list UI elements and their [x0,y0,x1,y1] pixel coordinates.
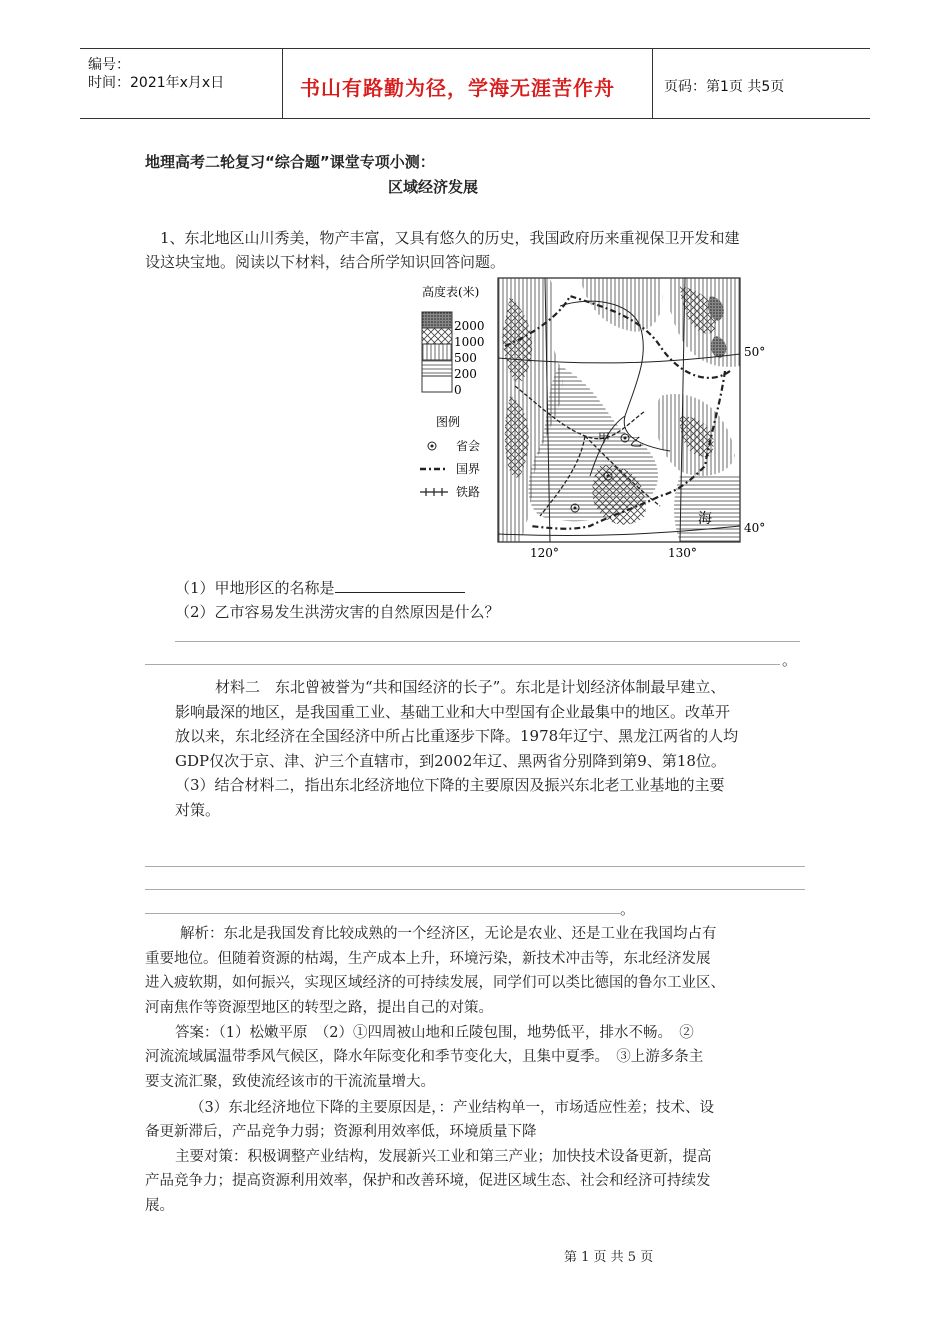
answer-line-2[interactable] [145,664,780,665]
legend-capital-label: 省会 [456,439,481,453]
answer-l8: 展。 [145,1198,174,1214]
lat-label-50: 50° [744,345,766,359]
map-svg [410,276,780,566]
elev-swatch-1000 [422,328,452,344]
material2-line3: 放以来，东北经济在全国经济中所占比重逐步下降。1978年辽宁、黑龙江两省的人均 [175,727,739,745]
analysis-l3: 进入疲软期，如何振兴，实现区域经济的可持续发展，同学们可以类比德国的鲁尔工业区、 [145,975,725,991]
map-label-sea: 海 [698,511,712,527]
elev-swatch-500 [422,344,452,360]
elev-title: 高度表(米) [422,285,480,299]
lon-label-120: 120° [530,546,559,560]
answer-line-5-period: 。 [620,900,636,918]
map-label-yi: 乙 [630,435,643,449]
elev-label-0: 0 [454,383,462,397]
answer-l7: 产品竞争力；提高资源利用效率，保护和改善环境，促进区域生态、社会和经济可持续发 [145,1173,711,1189]
material2-line1: 材料二 东北曾被誉为“共和国经济的长子”。东北是计划经济体制最早建立、 [215,678,726,696]
title-line-1: 地理高考二轮复习“综合题”课堂专项小测： [145,153,435,171]
answer-line-5[interactable] [145,913,620,914]
analysis-l2: 重要地位。但随着资源的枯竭，生产成本上升，环境污染，新技术冲击等，东北经济发展 [145,951,711,967]
material2-line2: 影响最深的地区，是我国重工业、基础工业和大中型国有企业最集中的地区。改革开 [175,703,731,721]
page-info: 页码：第1页 共5页 [664,79,785,95]
legend-title: 图例 [436,415,461,429]
answer-line-4[interactable] [145,889,805,890]
elev-label-200: 200 [454,367,477,381]
q1-1-blank[interactable] [335,576,465,593]
date-text: 时间：2021年x月x日 [88,75,225,91]
q1-1-text: （1）甲地形区的名称是 [175,579,335,597]
q3-line1: （3）结合材料二，指出东北经济地位下降的主要原因及振兴东北老工业基地的主要 [175,776,725,794]
header-divider-right [652,48,653,118]
q1-intro-1: 1、东北地区山川秀美，物产丰富，又具有悠久的历史，我国政府历来重视保卫开发和建 [160,229,740,247]
answer-line-3[interactable] [145,866,805,867]
elev-label-2000: 2000 [454,319,485,333]
answer-l4: （3）东北经济地位下降的主要原因是，：产业结构单一，市场适应性差；技术、设 [190,1100,714,1116]
elev-swatch-0 [422,376,452,392]
answer-l2: 河流流域属温带季风气候区，降水年际变化和季节变化大，且集中夏季。 ③上游多条主 [145,1049,704,1065]
lon-label-130: 130° [668,546,697,560]
motto: 书山有路勤为径，学海无涯苦作舟 [300,76,615,100]
analysis-l1: 解析：东北是我国发育比较成熟的一个经济区，无论是农业、还是工业在我国均占有 [180,926,717,942]
header-divider-left [282,48,283,118]
material2-line4: GDP仅次于京、津、沪三个直辖市，到2002年辽、黑两省分别降到第9、第18位。 [175,752,726,770]
map-area [498,278,740,542]
q1-intro-2: 设这块宝地。阅读以下材料，结合所学知识回答问题。 [145,253,506,271]
answer-l3: 要支流汇聚，致使流经该市的干流流量增大。 [145,1074,435,1090]
header-top-rule [80,48,870,49]
header-bottom-rule [80,118,870,119]
lat-label-40: 40° [744,521,766,535]
q3-line2: 对策。 [175,801,221,819]
answer-line-1[interactable] [175,641,800,642]
title-line-2: 区域经济发展 [388,178,479,196]
answer-line-2-period: 。 [782,651,798,669]
elev-label-1000: 1000 [454,335,485,349]
elev-swatch-2000 [422,312,452,328]
legend-railway-icon [420,488,448,496]
analysis-l4: 河南焦作等资源型地区的转型之路，提出自己的对策。 [145,1000,493,1016]
page-footer: 第 1 页 共 5 页 [564,1250,654,1265]
q1-2: （2）乙市容易发生洪涝灾害的自然原因是什么？ [175,603,500,621]
map-figure [410,276,780,566]
legend-border-label: 国界 [456,462,481,476]
elev-swatch-200 [422,360,452,376]
q1-1 [175,576,465,600]
elev-label-500: 500 [454,351,477,365]
answer-l6: 主要对策：积极调整产业结构，发展新兴工业和第三产业；加快技术设备更新，提高 [175,1149,712,1165]
legend-railway-label: 铁路 [456,485,481,499]
answer-l1: 答案：（1）松嫩平原 （2）①四周被山地和丘陵包围，地势低平，排水不畅。 ② [175,1025,694,1041]
map-label-jia: 甲 [598,431,611,445]
answer-l5: 备更新滞后，产品竞争力弱；资源利用效率低，环境质量下降 [145,1124,537,1140]
legend-capital-dot [431,445,434,448]
serial-label: 编号： [88,57,130,73]
